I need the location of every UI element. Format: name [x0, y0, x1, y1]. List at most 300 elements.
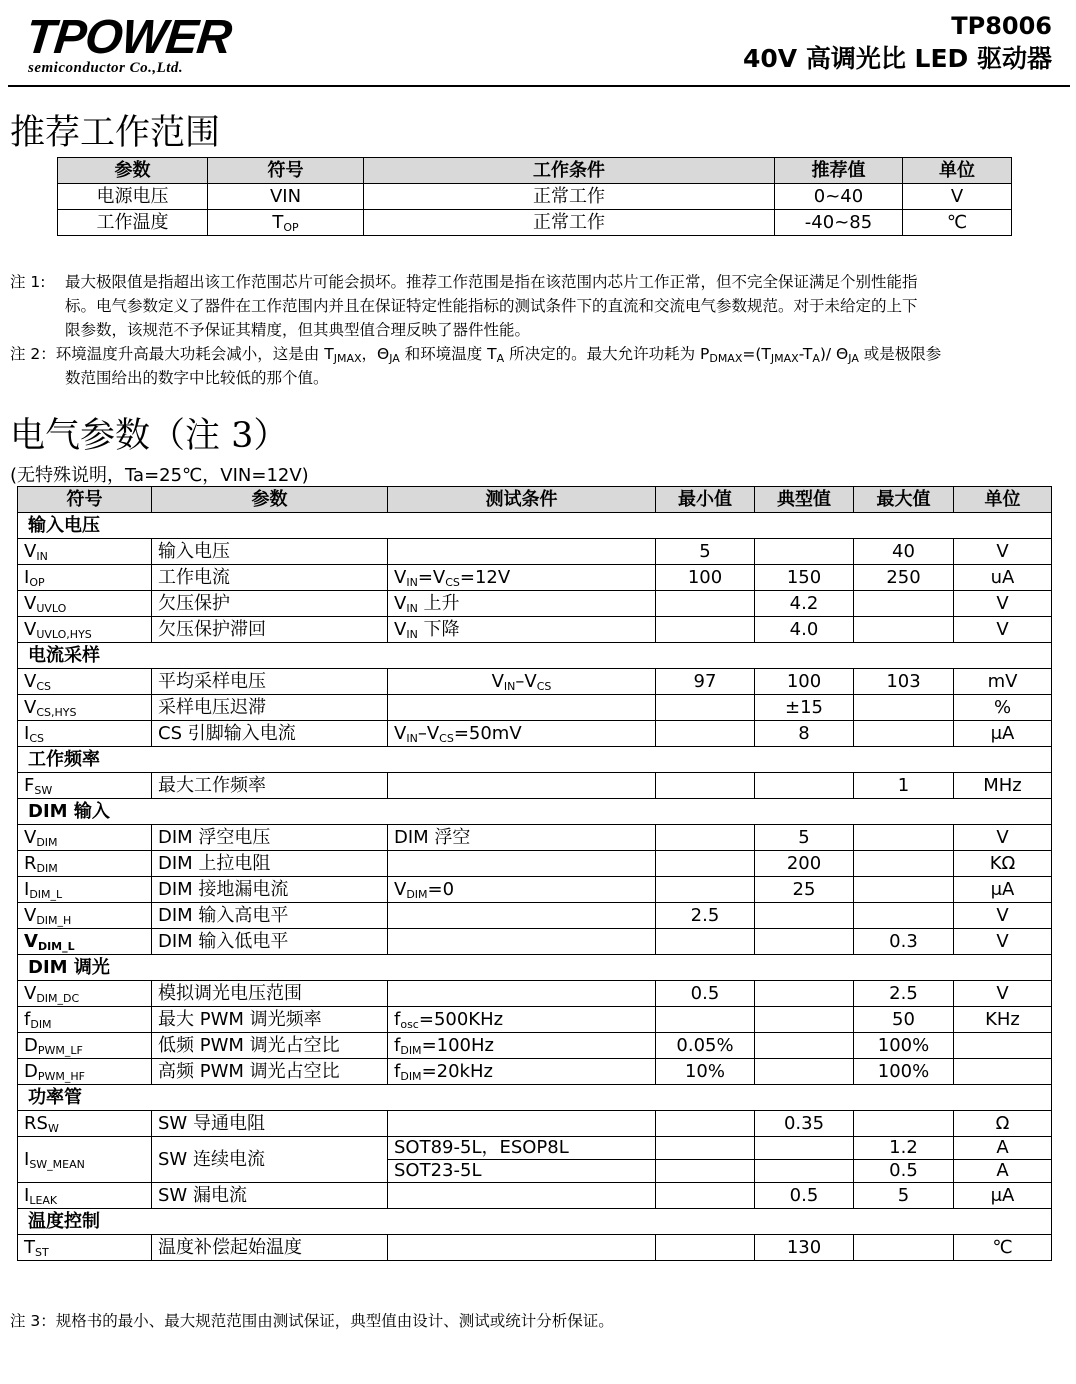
note-2-label: 注 2：	[10, 345, 56, 363]
unit-cell: V	[954, 617, 1052, 643]
group-header-row	[18, 1085, 1052, 1111]
group-name: DIM 输入	[18, 799, 1052, 825]
note-2-sub: JMAX	[333, 352, 362, 365]
max-cell	[854, 617, 954, 643]
symbol-text: T	[272, 212, 284, 233]
value-cell: -40~85	[775, 210, 903, 236]
typ-cell	[755, 1160, 854, 1183]
min-cell	[656, 1183, 755, 1209]
condition-text: =50mV	[453, 723, 522, 744]
unit-cell	[954, 1033, 1052, 1059]
condition-cell	[388, 851, 656, 877]
max-cell: 250	[854, 565, 954, 591]
unit-cell: V	[954, 981, 1052, 1007]
typ-cell	[755, 1007, 854, 1033]
condition-cell	[388, 773, 656, 799]
unit-cell: MHz	[954, 773, 1052, 799]
logo-text: TPOWER	[23, 11, 234, 64]
symbol-cell	[18, 565, 152, 591]
condition-text: V	[394, 879, 407, 900]
min-cell	[656, 617, 755, 643]
condition-text: f	[394, 1061, 401, 1082]
symbol-subscript: ST	[35, 1246, 49, 1259]
symbol-cell	[18, 1235, 152, 1261]
min-cell: 0.05%	[656, 1033, 755, 1059]
column-header: 参数	[58, 158, 208, 184]
table-row	[18, 929, 1052, 955]
symbol-cell	[18, 669, 152, 695]
unit-cell: Ω	[954, 1111, 1052, 1137]
max-cell	[854, 695, 954, 721]
table-row	[18, 1183, 1052, 1209]
condition-subscript: DIM	[400, 1044, 422, 1057]
column-header: 推荐值	[775, 158, 903, 184]
document-subtitle: 40V 高调光比 LED 驱动器	[742, 44, 1052, 73]
typ-cell: 100	[755, 669, 854, 695]
param-cell: 工作电流	[152, 565, 388, 591]
condition-cell	[388, 929, 656, 955]
condition-text: V	[394, 567, 407, 588]
max-cell: 1.2	[854, 1137, 954, 1160]
param-cell: 温度补偿起始温度	[152, 1235, 388, 1261]
unit-cell: KHz	[954, 1007, 1052, 1033]
param-cell: 高频 PWM 调光占空比	[152, 1059, 388, 1085]
condition-cell	[388, 695, 656, 721]
max-cell	[854, 877, 954, 903]
condition-subscript: CS	[445, 576, 460, 589]
param-cell: SW 导通电阻	[152, 1111, 388, 1137]
condition-text: =12V	[459, 567, 511, 588]
param-cell: 欠压保护	[152, 591, 388, 617]
table-row	[18, 1111, 1052, 1137]
condition-subscript: IN	[406, 732, 418, 745]
param-cell: DIM 上拉电阻	[152, 851, 388, 877]
typ-cell	[755, 1059, 854, 1085]
symbol-cell	[18, 539, 152, 565]
max-cell: 40	[854, 539, 954, 565]
condition-text: f	[394, 1035, 401, 1056]
typ-cell	[755, 539, 854, 565]
group-name: 温度控制	[18, 1209, 1052, 1235]
note-2-sub: JA	[848, 352, 859, 365]
symbol-subscript: UVLO,HYS	[36, 628, 92, 641]
condition-text: =V	[417, 567, 446, 588]
note-1-label: 注 1:	[10, 273, 46, 291]
min-cell	[656, 591, 755, 617]
note-2-text: ，Θ	[361, 345, 390, 363]
param-cell: 模拟调光电压范围	[152, 981, 388, 1007]
condition-cell	[388, 877, 656, 903]
column-header: 符号	[208, 158, 364, 184]
symbol-cell	[18, 825, 152, 851]
condition-cell	[388, 565, 656, 591]
condition-cell	[388, 591, 656, 617]
min-cell	[656, 773, 755, 799]
typ-cell: 200	[755, 851, 854, 877]
typ-cell: 0.35	[755, 1111, 854, 1137]
max-cell	[854, 721, 954, 747]
condition-cell	[388, 539, 656, 565]
typ-cell	[755, 903, 854, 929]
symbol-text: F	[24, 775, 35, 796]
condition-text: V	[394, 619, 407, 640]
document-header	[743, 10, 1052, 76]
symbol-text: f	[24, 1009, 31, 1030]
typ-cell	[755, 1137, 854, 1160]
unit-cell	[954, 1059, 1052, 1085]
typ-cell	[755, 1033, 854, 1059]
min-cell: 0.5	[656, 981, 755, 1007]
symbol-subscript: SW	[34, 784, 53, 797]
symbol-subscript: IN	[36, 550, 48, 563]
condition-cell	[388, 1160, 656, 1183]
symbol-subscript: CS	[29, 732, 44, 745]
symbol-text: R	[24, 853, 37, 874]
param-cell: 工作温度	[58, 210, 208, 236]
symbol-subscript: DIM	[36, 862, 58, 875]
condition-cell	[388, 669, 656, 695]
column-header: 单位	[903, 158, 1012, 184]
symbol-cell	[18, 929, 152, 955]
condition-cell: 正常工作	[364, 184, 775, 210]
table-row	[18, 903, 1052, 929]
param-cell: SW 漏电流	[152, 1183, 388, 1209]
table-row	[18, 1137, 1052, 1160]
typ-cell: 25	[755, 877, 854, 903]
symbol-text: RS	[24, 1113, 48, 1134]
symbol-text: V	[24, 905, 37, 926]
param-cell: 欠压保护滞回	[152, 617, 388, 643]
min-cell	[656, 825, 755, 851]
note-1-line-2: 标。电气参数定义了器件在工作范围内并且在保证特定性能指标的测试条件下的直流和交流电气参数规范。对于未给定的上下	[65, 297, 918, 315]
note-1	[10, 270, 1065, 342]
condition-subscript: IN	[406, 628, 418, 641]
condition-text: =100Hz	[421, 1035, 494, 1056]
table-row	[18, 721, 1052, 747]
table-row	[18, 981, 1052, 1007]
note-2-text: -T	[798, 345, 813, 363]
symbol-cell	[18, 773, 152, 799]
min-cell	[656, 721, 755, 747]
symbol-subscript: OP	[29, 576, 45, 589]
symbol-text: V	[24, 671, 37, 692]
unit-cell: V	[954, 825, 1052, 851]
symbol-subscript: CS	[36, 680, 51, 693]
symbol-cell	[208, 210, 364, 236]
typ-cell: 4.2	[755, 591, 854, 617]
param-cell: 电源电压	[58, 184, 208, 210]
typ-cell: 8	[755, 721, 854, 747]
note-2-text: =(T	[742, 345, 771, 363]
typ-cell	[755, 929, 854, 955]
table-row	[18, 773, 1052, 799]
table-row	[18, 1007, 1052, 1033]
condition-cell	[388, 1059, 656, 1085]
symbol-subscript: LEAK	[29, 1194, 58, 1207]
logo-subtitle: semiconductor Co.,Ltd.	[28, 60, 184, 76]
unit-cell: mV	[954, 669, 1052, 695]
symbol-text: T	[24, 1237, 35, 1258]
note-2-sub: A	[496, 352, 505, 365]
symbol-subscript: DIM	[36, 836, 58, 849]
condition-cell	[388, 1111, 656, 1137]
symbol-subscript: UVLO	[36, 602, 67, 615]
column-header: 符号	[18, 487, 152, 513]
electrical-parameters-table	[17, 486, 1052, 1261]
param-cell: CS 引脚输入电流	[152, 721, 388, 747]
condition-text: f	[394, 1009, 401, 1030]
note-2-sub: A	[812, 352, 820, 365]
symbol-subscript: OP	[283, 221, 299, 234]
condition-subscript: CS	[439, 732, 454, 745]
condition-subscript: IN	[503, 680, 516, 693]
symbol-cell	[18, 1007, 152, 1033]
max-cell	[854, 591, 954, 617]
max-cell: 103	[854, 669, 954, 695]
typ-cell: 0.5	[755, 1183, 854, 1209]
condition-text: –V	[515, 671, 537, 692]
table-row	[58, 210, 1012, 236]
symbol-cell	[18, 981, 152, 1007]
unit-cell: V	[954, 903, 1052, 929]
group-header-row	[18, 799, 1052, 825]
condition-cell	[388, 981, 656, 1007]
unit-cell: V	[954, 539, 1052, 565]
unit-cell: μA	[954, 721, 1052, 747]
note-3: 注 3：规格书的最小、最大规范范围由测试保证，典型值由设计、测试或统计分析保证。	[10, 1312, 614, 1330]
unit-cell: %	[954, 695, 1052, 721]
note-1-line-1: 最大极限值是指超出该工作范围芯片可能会损坏。推荐工作范围是指在该范围内芯片工作正常，但不完全保证满足个别性能指	[65, 273, 918, 291]
group-header-row	[18, 643, 1052, 669]
unit-cell: ℃	[954, 1235, 1052, 1261]
typ-cell: ±15	[755, 695, 854, 721]
symbol-subscript: DIM_DC	[36, 992, 80, 1005]
column-header: 最小值	[656, 487, 755, 513]
condition-text: 上升	[417, 593, 460, 614]
min-cell: 100	[656, 565, 755, 591]
symbol-text: I	[24, 567, 30, 588]
test-condition-note: (无特殊说明，Ta=25℃，VIN=12V)	[10, 465, 309, 486]
table-row	[18, 669, 1052, 695]
unit-cell: ℃	[903, 210, 1012, 236]
condition-text: 下降	[417, 619, 460, 640]
condition-cell: 正常工作	[364, 210, 775, 236]
min-cell	[656, 851, 755, 877]
condition-text: DIM 浮空	[394, 827, 471, 848]
condition-cell	[388, 1235, 656, 1261]
max-cell: 100%	[854, 1059, 954, 1085]
unit-cell: V	[954, 591, 1052, 617]
symbol-text: V	[24, 619, 37, 640]
table-row	[18, 877, 1052, 903]
min-cell: 97	[656, 669, 755, 695]
max-cell: 0.3	[854, 929, 954, 955]
condition-text: =0	[427, 879, 455, 900]
symbol-subscript: PWM_LF	[37, 1044, 83, 1057]
min-cell	[656, 1160, 755, 1183]
unit-cell: uA	[954, 565, 1052, 591]
param-cell: 最大 PWM 调光频率	[152, 1007, 388, 1033]
column-header: 单位	[954, 487, 1052, 513]
typ-cell: 4.0	[755, 617, 854, 643]
param-cell: DIM 接地漏电流	[152, 877, 388, 903]
param-cell: DIM 浮空电压	[152, 825, 388, 851]
min-cell	[656, 1235, 755, 1261]
min-cell	[656, 1137, 755, 1160]
condition-cell	[388, 721, 656, 747]
symbol-text: I	[24, 1185, 30, 1206]
symbol-cell	[18, 1111, 152, 1137]
symbol-cell	[18, 877, 152, 903]
max-cell	[854, 1111, 954, 1137]
symbol-text: V	[24, 827, 37, 848]
symbol-cell	[18, 617, 152, 643]
min-cell	[656, 877, 755, 903]
table-row	[18, 565, 1052, 591]
symbol-subscript: DIM_L	[29, 888, 63, 901]
min-cell: 2.5	[656, 903, 755, 929]
symbol-cell	[18, 591, 152, 617]
column-header: 典型值	[755, 487, 854, 513]
symbol-text: V	[24, 983, 37, 1004]
condition-subscript: DIM	[406, 888, 428, 901]
max-cell: 50	[854, 1007, 954, 1033]
condition-text: V	[491, 671, 504, 692]
table-row	[18, 695, 1052, 721]
symbol-text: D	[24, 1061, 38, 1082]
max-cell	[854, 1235, 954, 1261]
recommended-range-table	[57, 157, 1012, 236]
symbol-text: V	[24, 931, 38, 952]
column-header: 参数	[152, 487, 388, 513]
unit-cell: A	[954, 1137, 1052, 1160]
max-cell	[854, 825, 954, 851]
symbol-subscript: DIM	[30, 1018, 52, 1031]
group-name: 电流采样	[18, 643, 1052, 669]
symbol-subscript: CS,HYS	[36, 706, 77, 719]
symbol-cell	[18, 1137, 152, 1183]
note-2-text: 环境温度升高最大功耗会减小，这是由 T	[55, 345, 334, 363]
group-name: 工作频率	[18, 747, 1052, 773]
condition-text: =20kHz	[421, 1061, 493, 1082]
condition-cell	[388, 825, 656, 851]
group-header-row	[18, 747, 1052, 773]
max-cell	[854, 851, 954, 877]
param-cell: 低频 PWM 调光占空比	[152, 1033, 388, 1059]
note-2-line-2: 数范围给出的数字中比较低的那个值。	[65, 369, 329, 387]
table-row	[18, 539, 1052, 565]
condition-text: –V	[417, 723, 440, 744]
value-cell: 0~40	[775, 184, 903, 210]
condition-text: V	[394, 593, 407, 614]
symbol-text: I	[24, 879, 30, 900]
max-cell: 100%	[854, 1033, 954, 1059]
unit-cell: KΩ	[954, 851, 1052, 877]
table-row	[18, 1235, 1052, 1261]
group-name: DIM 调光	[18, 955, 1052, 981]
note-1-line-3: 限参数，该规范不予保证其精度，但其典型值合理反映了器件性能。	[65, 321, 531, 339]
condition-text: SOT89-5L，ESOP8L	[394, 1137, 569, 1158]
symbol-subscript: DIM_H	[36, 914, 72, 927]
param-cell: 最大工作频率	[152, 773, 388, 799]
symbol-text: I	[24, 723, 30, 744]
symbol-text: V	[24, 593, 37, 614]
symbol-text: V	[24, 541, 37, 562]
symbol-text: I	[24, 1149, 30, 1170]
symbol-cell	[18, 903, 152, 929]
condition-subscript: osc	[400, 1018, 419, 1031]
note-2	[10, 342, 1065, 390]
param-cell: DIM 输入低电平	[152, 929, 388, 955]
unit-cell: μA	[954, 877, 1052, 903]
typ-cell	[755, 981, 854, 1007]
condition-cell	[388, 903, 656, 929]
condition-cell	[388, 1007, 656, 1033]
note-2-text: 所决定的。最大允许功耗为 P	[504, 345, 710, 363]
param-cell: DIM 输入高电平	[152, 903, 388, 929]
group-header-row	[18, 513, 1052, 539]
table-row	[18, 1033, 1052, 1059]
group-name: 功率管	[18, 1085, 1052, 1111]
symbol-subscript: SW_MEAN	[29, 1158, 85, 1171]
condition-subscript: CS	[536, 680, 552, 693]
section-title-electrical: 电气参数（注 3）	[10, 416, 289, 456]
condition-cell	[388, 1183, 656, 1209]
model-number: TP8006	[951, 12, 1052, 40]
group-header-row	[18, 1209, 1052, 1235]
table-row	[18, 851, 1052, 877]
note-2-sub: JA	[389, 352, 400, 365]
typ-cell: 5	[755, 825, 854, 851]
symbol-subscript: PWM_HF	[37, 1070, 85, 1083]
max-cell	[854, 903, 954, 929]
symbol-text: VIN	[269, 186, 302, 207]
condition-text: V	[394, 723, 407, 744]
condition-subscript: IN	[406, 602, 418, 615]
symbol-cell	[18, 851, 152, 877]
min-cell	[656, 695, 755, 721]
unit-cell: V	[954, 929, 1052, 955]
table-row	[18, 1059, 1052, 1085]
condition-cell	[388, 617, 656, 643]
note-2-text: )/ Θ	[819, 345, 849, 363]
max-cell: 1	[854, 773, 954, 799]
header-divider	[8, 85, 1070, 87]
min-cell: 10%	[656, 1059, 755, 1085]
section-title-recommended: 推荐工作范围	[10, 113, 221, 153]
column-header: 最大值	[854, 487, 954, 513]
symbol-cell	[18, 1059, 152, 1085]
symbol-text: V	[24, 697, 37, 718]
symbol-cell	[18, 1183, 152, 1209]
param-cell: 采样电压迟滞	[152, 695, 388, 721]
typ-cell: 150	[755, 565, 854, 591]
condition-subscript: DIM	[400, 1070, 422, 1083]
typ-cell	[755, 773, 854, 799]
condition-cell	[388, 1033, 656, 1059]
group-name: 输入电压	[18, 513, 1052, 539]
typ-cell: 130	[755, 1235, 854, 1261]
note-2-sub: DMAX	[709, 352, 743, 365]
column-header: 工作条件	[364, 158, 775, 184]
note-2-sub: JMAX	[770, 352, 799, 365]
table-row	[18, 591, 1052, 617]
param-cell: SW 连续电流	[152, 1137, 388, 1183]
param-cell: 输入电压	[152, 539, 388, 565]
min-cell: 5	[656, 539, 755, 565]
symbol-subscript: DIM_L	[37, 940, 75, 953]
min-cell	[656, 1007, 755, 1033]
